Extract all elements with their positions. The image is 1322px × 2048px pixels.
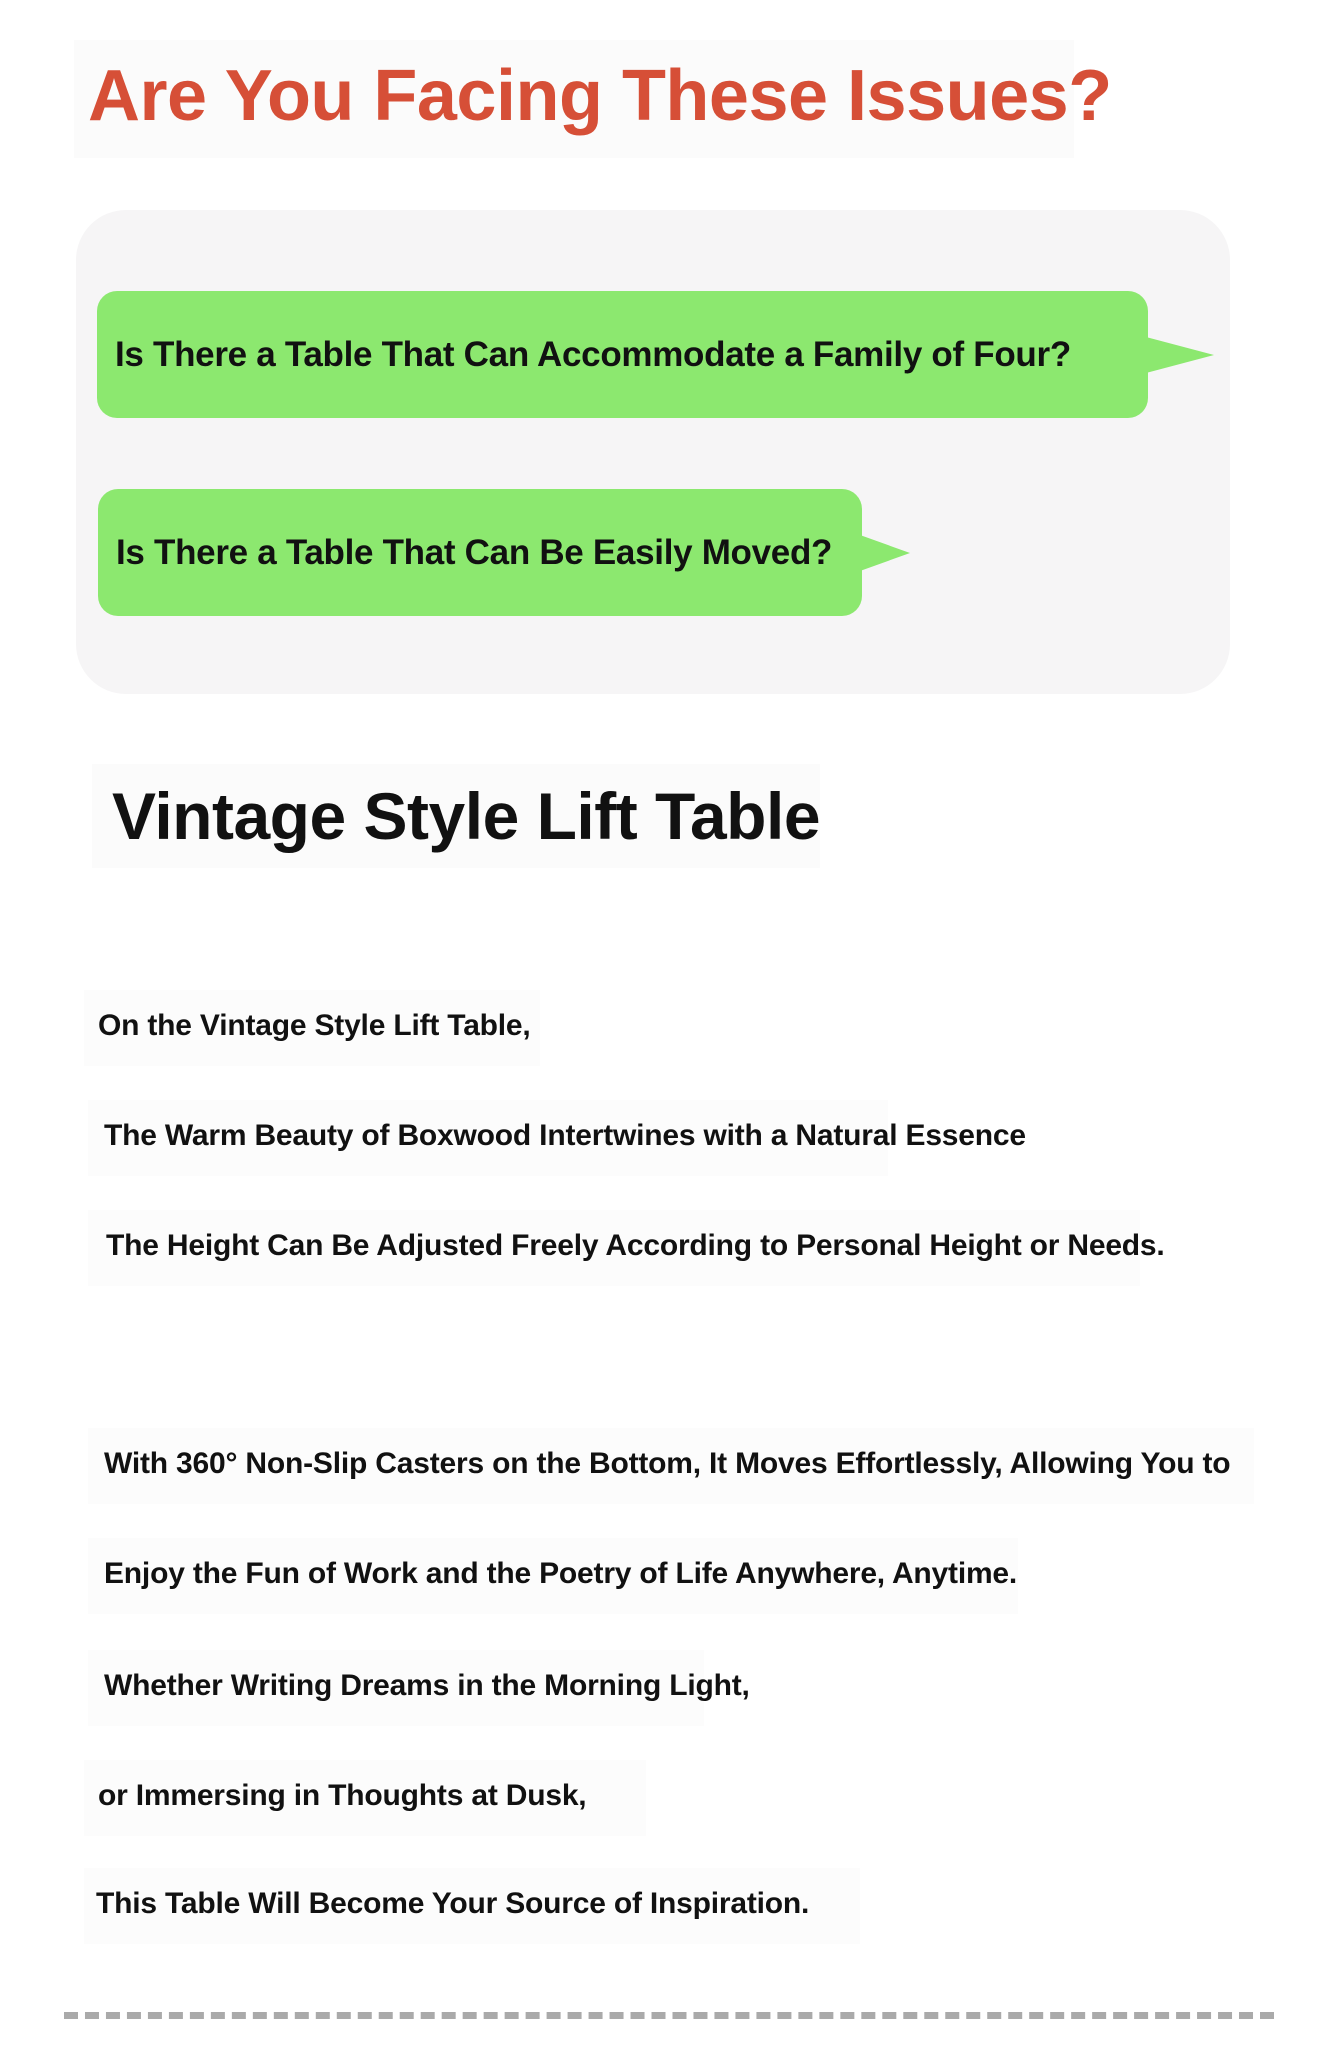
chat-bubble-movable-table: [98, 489, 862, 616]
chat-panel: [76, 210, 1230, 694]
description-line: or Immersing in Thoughts at Dusk,: [98, 1779, 587, 1812]
dashed-divider: [64, 2012, 1274, 2019]
description-line: On the Vintage Style Lift Table,: [98, 1009, 531, 1042]
chat-bubble-text: Is There a Table That Can Accommodate a Family of Four?: [115, 334, 1071, 374]
description-line: With 360° Non-Slip Casters on the Bottom, It Moves Effortlessly, Allowing You to: [104, 1447, 1231, 1480]
description-line: The Warm Beauty of Boxwood Intertwines with a Natural Essence: [104, 1119, 1026, 1152]
description-line: Whether Writing Dreams in the Morning Light,: [104, 1669, 750, 1702]
bubble-tail-icon: [860, 535, 910, 571]
chat-bubble-family-table: [97, 291, 1148, 418]
product-title: Vintage Style Lift Table: [112, 779, 821, 853]
description-line: The Height Can Be Adjusted Freely According to Personal Height or Needs.: [106, 1229, 1165, 1262]
bubble-tail-icon: [1146, 337, 1214, 373]
description-line: Enjoy the Fun of Work and the Poetry of Life Anywhere, Anytime.: [104, 1557, 1018, 1590]
page-headline: Are You Facing These Issues?: [88, 56, 1112, 136]
description-line: This Table Will Become Your Source of Inspiration.: [96, 1887, 810, 1920]
chat-bubble-text: Is There a Table That Can Be Easily Moved?: [116, 532, 833, 572]
